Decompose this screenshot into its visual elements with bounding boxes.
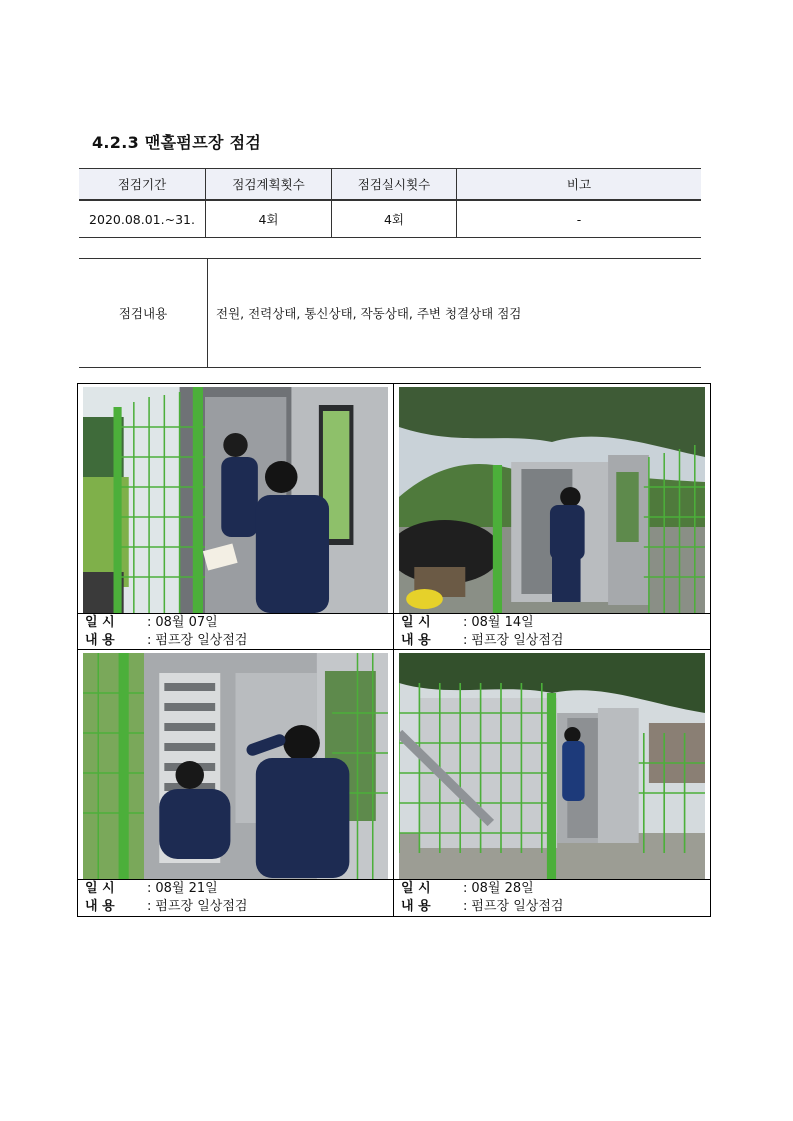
caption-content-line: 내 용 : 펌프장 일상점검 <box>85 899 248 914</box>
photo-caption-4 <box>394 879 710 916</box>
photo-cell-1 <box>78 384 394 650</box>
date-label: 일 시 <box>401 881 431 896</box>
content-label: 내 용 <box>85 899 115 914</box>
cell-period: 2020.08.01.~31. <box>79 200 206 238</box>
photo-cell-3 <box>78 650 394 916</box>
content-label: 점검내용 <box>79 259 208 368</box>
caption-content-line: 내 용 : 펌프장 일상점검 <box>401 899 564 914</box>
header-remarks: 비고 <box>457 169 702 201</box>
date-value: 08월 07일 <box>155 615 218 630</box>
photo-cell-2 <box>394 384 710 650</box>
inspection-summary-table <box>79 168 701 238</box>
header-period: 점검기간 <box>79 169 206 201</box>
cell-planned-count: 4회 <box>206 200 332 238</box>
inspection-photo-2 <box>399 387 705 613</box>
table-row <box>79 200 701 238</box>
cell-performed-count: 4회 <box>332 200 457 238</box>
table-row <box>79 259 701 368</box>
date-value: 08월 21일 <box>155 881 218 896</box>
content-label: 내 용 <box>85 633 115 648</box>
cell-remarks: - <box>457 200 702 238</box>
date-label: 일 시 <box>85 881 115 896</box>
photo-caption-2 <box>394 613 710 649</box>
content-value: 펌프장 일상점검 <box>155 633 248 648</box>
content-label: 내 용 <box>401 899 431 914</box>
date-label: 일 시 <box>85 615 115 630</box>
caption-date-line: 일 시 : 08월 14일 <box>401 615 534 630</box>
date-value: 08월 28일 <box>471 881 534 896</box>
table-header-row <box>79 169 701 201</box>
date-label: 일 시 <box>401 615 431 630</box>
photo-grid <box>77 383 711 917</box>
photo-cell-4 <box>394 650 710 916</box>
header-performed-count: 점검실시횟수 <box>332 169 457 201</box>
caption-content-line: 내 용 : 펌프장 일상점검 <box>85 633 248 648</box>
photo-caption-3 <box>78 879 393 916</box>
content-text: 전원, 전력상태, 통신상태, 작동상태, 주변 청결상태 점검 <box>208 259 702 368</box>
caption-date-line: 일 시 : 08월 21일 <box>85 881 218 896</box>
header-planned-count: 점검계획횟수 <box>206 169 332 201</box>
caption-date-line: 일 시 : 08월 28일 <box>401 881 534 896</box>
content-value: 펌프장 일상점검 <box>471 633 564 648</box>
content-label: 내 용 <box>401 633 431 648</box>
inspection-content-table <box>79 258 701 368</box>
section-heading: 4.2.3 맨홀펌프장 점검 <box>92 133 262 152</box>
content-value: 펌프장 일상점검 <box>155 899 248 914</box>
photo-caption-1 <box>78 613 393 649</box>
caption-content-line: 내 용 : 펌프장 일상점검 <box>401 633 564 648</box>
content-value: 펌프장 일상점검 <box>471 899 564 914</box>
date-value: 08월 14일 <box>471 615 534 630</box>
inspection-photo-1 <box>83 387 388 613</box>
caption-date-line: 일 시 : 08월 07일 <box>85 615 218 630</box>
inspection-photo-3 <box>83 653 388 879</box>
inspection-photo-4 <box>399 653 705 879</box>
